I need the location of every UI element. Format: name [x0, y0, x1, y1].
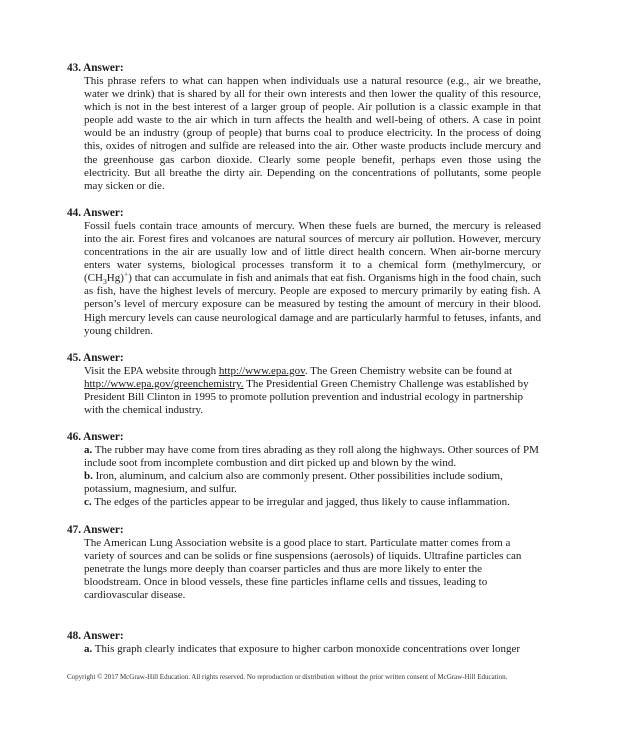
answer-48-part-a [84, 643, 541, 656]
answer-43-heading: 43. Answer: [67, 62, 124, 74]
answer-45-text-3: The Presidential Green Chemistry Challenge was established by President Bill Clinton in 1995 to promote pollution prevention and industrial ecology in partnership with the chemical industry. [84, 377, 529, 416]
answer-44-heading: 44. Answer: [67, 206, 124, 219]
answer-43 [67, 62, 541, 193]
answer-45-heading: 45. Answer: [67, 351, 124, 364]
part-b-text: Iron, aluminum, and calcium also are commonly present. Other possibilities include sodium, potassium, magnesium, and sulfur. [84, 470, 503, 496]
part-c-text: The edges of the particles appear to be irregular and jagged, thus likely to cause inflammation. [91, 496, 510, 509]
answer-44-text [84, 220, 541, 338]
answer-45-text-1: Visit the EPA website through [84, 364, 219, 377]
answer-44 [67, 207, 541, 338]
part-a-label: a. [84, 444, 93, 457]
part-a-text: The rubber may have come from tires abrading as they roll along the highways. Other sources of PM include soot from incomplete combustion and dirt picked up and blown by the wind. [84, 444, 539, 470]
answer-47-text: The American Lung Association website is a good place to start. Particulate matter comes from a variety of sources and can be solids or fine suspensions (aerosols) of liquids. Ultrafine particles can penetrate the lungs more deeply than coarser particles and thus are more likely to enter the bloodstream. Once in blood vessels, these fine particles inflame cells and tissues, leading to cardiovascular disease. [84, 536, 522, 601]
answer-48-heading: 48. Answer: [67, 630, 124, 642]
answer-list [67, 62, 541, 670]
answer-46-part-b [84, 470, 541, 496]
answer-45 [67, 352, 541, 417]
answer-44-text-before: Fossil fuels contain trace amounts of mercury. When these fuels are burned, the mercury is released into the air. Forest fires and volcanoes are natural sources of mercury air pollution. However, mercury concentrations in the air are usually low and of little direct health concern. When air-borne mercury enters water systems, biological processes transform it to a chemical form (methylmercury, or (CH [84, 219, 541, 285]
answer-47 [67, 524, 541, 602]
green-chemistry-link[interactable]: http://www.epa.gov/greenchemistry. [84, 377, 244, 390]
answer-43-text: This phrase refers to what can happen when individuals use a natural resource (e.g., air we breathe, water we drink) that is shared by all for their own interests and then lower the quality of this resource, which is not in the best interest of a larger group of people. Air pollution is a classic example in that people add waste to the air which in turn affects the health and well-being of others. A case in point would be an industry (group of people) that burns coal to produce electricity. In the process of doing this, oxides of nitrogen and sulfide are released into the air. Other waste products include mercury and the greenhouse gas carbon dioxide. Clearly some people benefit, perhaps even those using the electricity. But all breathe the dirty air. Depending on the concentrations of pollutants, some people may sicken or die. [84, 75, 541, 192]
answer-46-heading: 46. Answer: [67, 431, 124, 444]
answer-48 [67, 630, 541, 656]
answer-44-text-after: ) that can accumulate in fish and animals that eat fish. Organisms high in the food chain, such as fish, have the highest levels of mercury. People are exposed to mercury primarily by eating fish. A person’s level of mercury exposure can be measured by testing the amount of mercury in their blood. High mercury levels can cause neurological damage and are particularly harmful to fetuses, infants, and young children. [84, 272, 541, 337]
answer-47-heading: 47. Answer: [67, 523, 124, 536]
answer-45-text [84, 365, 541, 417]
part-c-label: c. [84, 496, 92, 509]
part-b-label: b. [84, 470, 93, 483]
copyright-footer: Copyright © 2017 McGraw-Hill Education. All rights reserved. No reproduction or distribution without the prior written consent of McGraw-Hill Education. [67, 673, 508, 681]
answer-46-part-a [84, 444, 541, 470]
answer-44-hg: Hg) [106, 272, 124, 285]
answer-46-part-c [84, 496, 541, 509]
answer-44-subscript: 3 [102, 277, 107, 287]
answer-48-part-a-label: a. [84, 643, 93, 655]
answer-44-superscript: + [123, 269, 129, 279]
epa-link[interactable]: http://www.epa.gov [218, 364, 305, 377]
answer-46 [67, 431, 541, 509]
answer-48-part-a-text: This graph clearly indicates that exposure to higher carbon monoxide concentrations over longer [92, 643, 520, 655]
answer-45-text-2: . The Green Chemistry website can be found at [304, 364, 513, 377]
